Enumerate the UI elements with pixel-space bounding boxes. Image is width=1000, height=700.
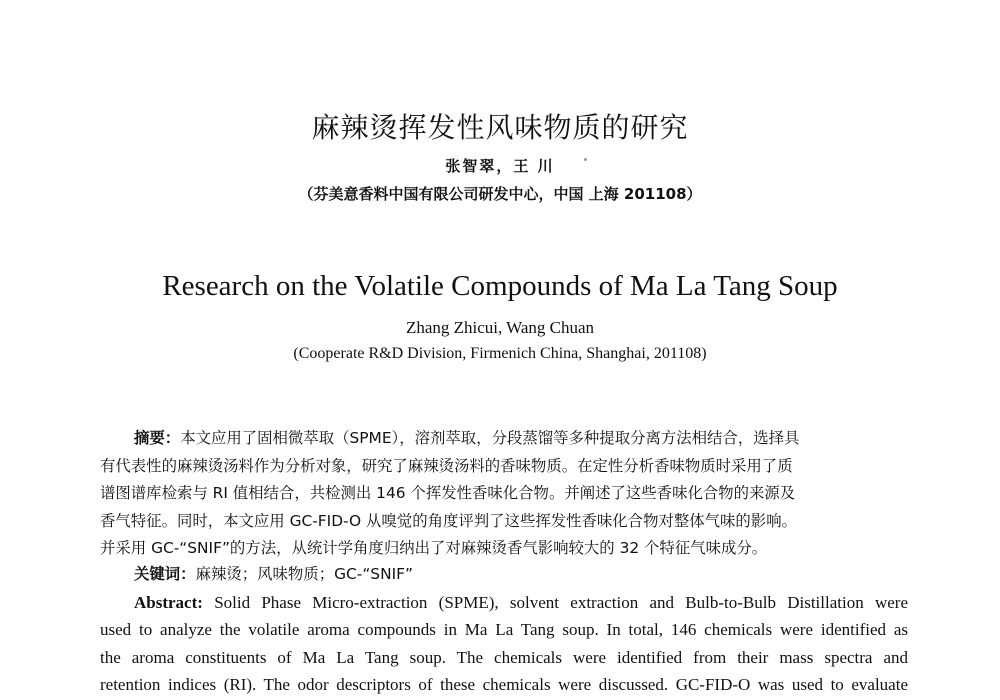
- chinese-abstract-line-3: 谱图谱库检索与 RI 值相结合，共检测出 146 个挥发性香味化合物。并阐述了这些香味化合物的来源及: [100, 484, 796, 503]
- chinese-keywords: [134, 562, 413, 584]
- english-abstract-line-1: [100, 589, 908, 616]
- chinese-keywords-text: 麻辣烫；风味物质；GC-“SNIF”: [195, 565, 413, 583]
- chinese-affiliation: （芬美意香料中国有限公司研发中心，中国 上海 201108）: [298, 185, 702, 203]
- chinese-abstract-line-2: 有代表性的麻辣烫汤料作为分析对象，研究了麻辣烫汤料的香味物质。在定性分析香味物质时采用了质: [100, 456, 793, 475]
- english-abstract-label: Abstract:: [134, 593, 203, 612]
- scan-speck: [584, 158, 587, 161]
- english-authors: Zhang Zhicui, Wang Chuan: [405, 318, 595, 337]
- chinese-abstract-text: 本文应用了固相微萃取（SPME），溶剂萃取，分段蒸馏等多种提取分离方法相结合，选择具: [180, 429, 800, 447]
- chinese-title: 麻辣烫挥发性风味物质的研究: [311, 111, 689, 144]
- english-title: Research on the Volatile Compounds of Ma La Tang Soup: [162, 270, 838, 302]
- chinese-abstract-line-4: 香气特征。同时，本文应用 GC-FID-O 从嗅觉的角度评判了这些挥发性香味化合物对整体气味的影响。: [100, 511, 797, 530]
- chinese-abstract-line-5: 并采用 GC-“SNIF”的方法，从统计学角度归纳出了对麻辣烫香气影响较大的 32 个特征气味成分。: [100, 539, 768, 558]
- english-abstract-line-3: the aroma constituents of Ma La Tang soup. The chemicals were identified from their mass spectra and: [100, 647, 908, 667]
- chinese-keywords-label: 关键词：: [134, 565, 196, 583]
- english-abstract: [100, 589, 908, 699]
- english-abstract-line-2: used to analyze the volatile aroma compounds in Ma La Tang soup. In total, 146 chemicals were identified as: [100, 620, 908, 640]
- chinese-abstract-line-1: [100, 425, 906, 453]
- english-abstract-text: Solid Phase Micro-extraction (SPME), solvent extraction and Bulb-to-Bulb Distillation were: [214, 593, 908, 612]
- english-abstract-line-4: retention indices (RI). The odor descriptors of these chemicals were discussed. GC-FID-O was used to evaluate: [100, 675, 908, 695]
- english-affiliation: (Cooperate R&D Division, Firmenich China, Shanghai, 201108): [293, 345, 707, 362]
- chinese-abstract-label: 摘要：: [134, 429, 181, 447]
- chinese-authors: 张智翠，王 川: [445, 157, 555, 175]
- chinese-abstract: [100, 425, 906, 563]
